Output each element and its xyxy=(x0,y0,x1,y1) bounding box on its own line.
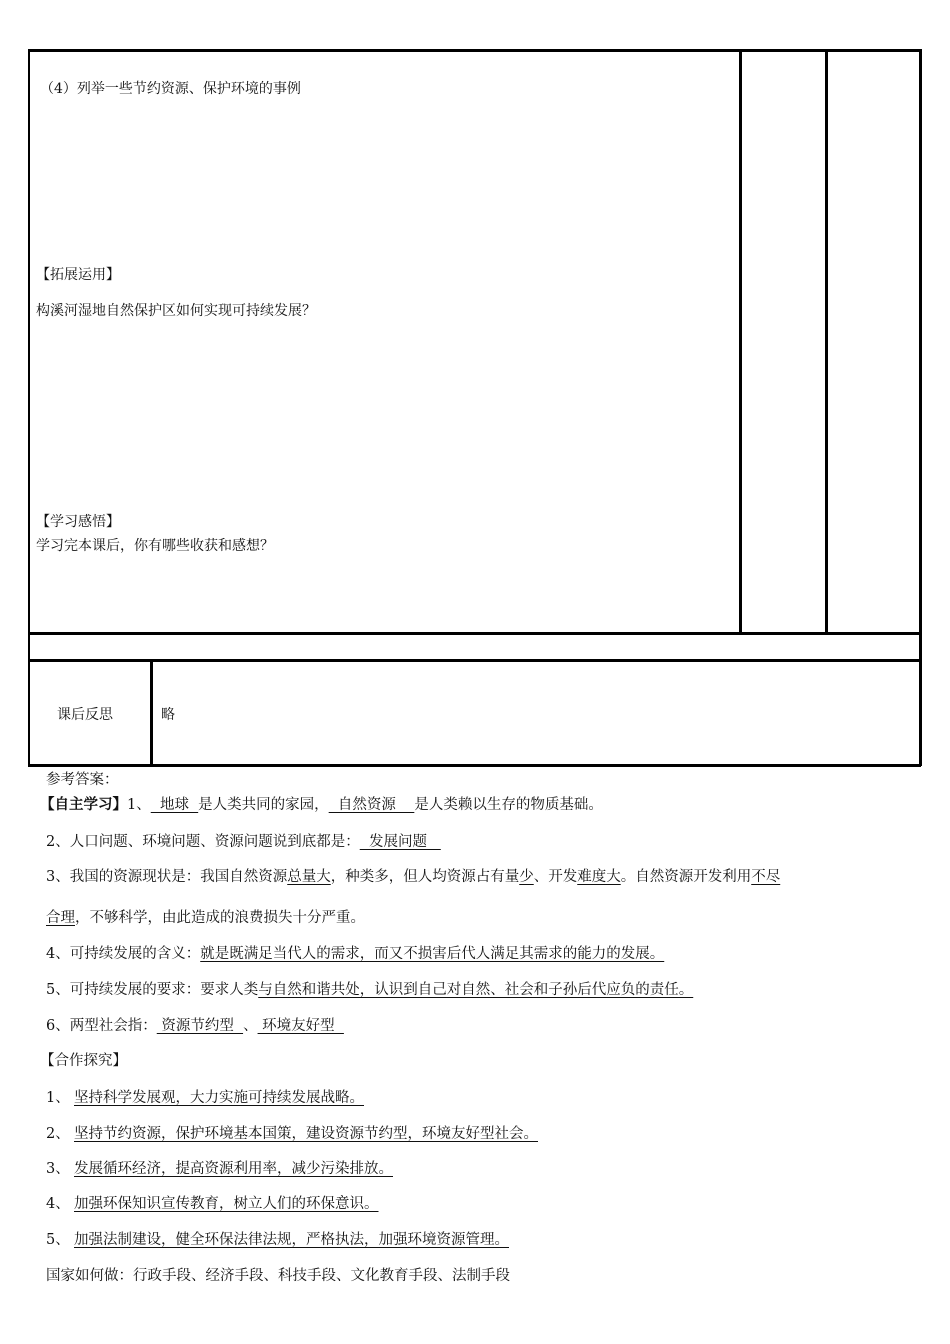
self-study-line-3: 3、我国的资源现状是：我国自然资源总量大，种类多，但人均资源占有量少、开发难度大。自然资源开发利用不尽 xyxy=(46,869,781,885)
self-study-line-2: 2、人口问题、环境问题、资源问题说到底都是： 发展问题 xyxy=(46,834,441,850)
coop-heading: 【合作探究】 xyxy=(40,1053,127,1069)
extension-question: 构溪河湿地自然保护区如何实现可持续发展？ xyxy=(36,303,316,319)
row-divider-1 xyxy=(28,632,921,635)
label-column-divider xyxy=(150,659,153,766)
coop-item-1: 1、 坚持科学发展观，大力实施可持续发展战略。 xyxy=(46,1090,364,1106)
self-study-heading: 【自主学习】 xyxy=(40,796,127,813)
after-class-value: 略 xyxy=(161,707,175,723)
column-divider-1 xyxy=(739,49,742,634)
table-border-top xyxy=(28,49,921,52)
self-study-line-5: 5、可持续发展的要求：要求人类与自然和谐共处，认识到自己对自然、社会和子孙后代应负的责任。 xyxy=(46,982,694,998)
reflection-question: 学习完本课后，你有哪些收获和感想？ xyxy=(36,538,274,554)
after-class-label: 课后反思 xyxy=(57,707,113,723)
reflection-heading: 【学习感悟】 xyxy=(36,514,120,530)
answers-title: 参考答案： xyxy=(46,772,119,788)
self-study-line-6: 6、两型社会指： 资源节约型 、 环境友好型 xyxy=(46,1018,344,1034)
self-study-line-1: 【自主学习】1、 地球 是人类共同的家园， 自然资源 是人类赖以生存的物质基础。 xyxy=(40,796,603,813)
coop-item-2: 2、 坚持节约资源，保护环境基本国策，建设资源节约型，环境友好型社会。 xyxy=(46,1126,538,1142)
question-4: （4）列举一些节约资源、保护环境的事例 xyxy=(40,81,301,97)
column-divider-2 xyxy=(825,49,828,634)
state-measures: 国家如何做：行政手段、经济手段、科技手段、文化教育手段、法制手段 xyxy=(46,1268,510,1284)
self-study-line-4: 4、可持续发展的含义：就是既满足当代人的需求，而又不损害后代人满足其需求的能力的发展。 xyxy=(46,946,665,962)
table-border-bottom xyxy=(28,764,921,767)
extension-heading: 【拓展运用】 xyxy=(36,267,120,283)
coop-item-5: 5、 加强法制建设，健全环保法律法规，严格执法，加强环境资源管理。 xyxy=(46,1232,509,1248)
self-study-line-3b: 合理，不够科学，由此造成的浪费损失十分严重。 xyxy=(46,910,365,926)
coop-item-3: 3、 发展循环经济，提高资源利用率，减少污染排放。 xyxy=(46,1161,393,1177)
row-divider-2 xyxy=(28,659,921,662)
coop-item-4: 4、 加强环保知识宣传教育，树立人们的环保意识。 xyxy=(46,1196,379,1212)
